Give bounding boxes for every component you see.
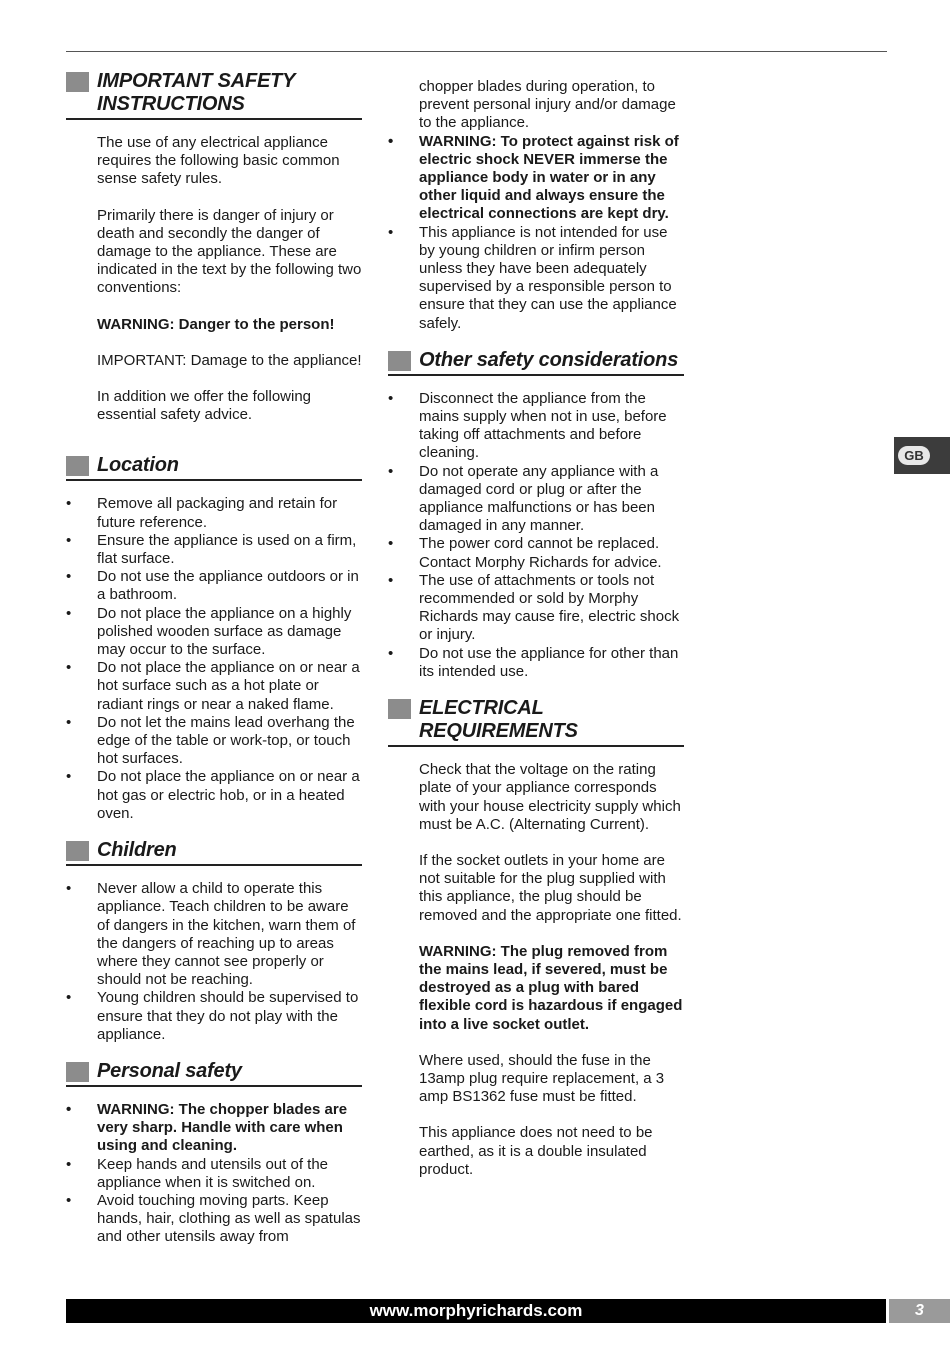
section-heading-other <box>388 349 684 376</box>
section-heading-electrical <box>388 697 684 747</box>
heading-important-safety: IMPORTANT SAFETY INSTRUCTIONS <box>97 70 295 115</box>
bullet-icon: • <box>388 462 394 480</box>
bullet-icon: • <box>66 713 72 731</box>
bullet-icon: • <box>66 880 72 898</box>
bullet-icon: • <box>388 571 394 589</box>
list-item: • Do not place the appliance on or near a hot gas or electric hob, or in a heated oven. <box>66 768 360 822</box>
right-top-list <box>388 133 684 333</box>
bullet-icon: • <box>388 644 394 662</box>
bullet-icon: • <box>388 223 394 241</box>
right-column <box>388 78 684 1197</box>
bullet-icon: • <box>388 389 394 407</box>
location-list <box>66 495 362 823</box>
other-list <box>388 390 684 681</box>
bullet-icon: • <box>66 659 72 677</box>
bullet-icon: • <box>66 604 72 622</box>
electrical-socket: If the socket outlets in your home are not suitable for the plug supplied with this appliance, the plug should be removed and the appropriate one fitted. <box>419 851 682 924</box>
list-item: • Do not use the appliance for other than its intended use. <box>388 644 679 680</box>
heading-marker <box>388 699 411 719</box>
list-item: • The use of attachments or tools not recommended or sold by Morphy Richards may cause fire, electric shock or injury. <box>388 571 680 644</box>
bullet-icon: • <box>388 132 394 150</box>
list-item: • Avoid touching moving parts. Keep hands, hair, clothing as well as spatulas and other utensils away from <box>66 1191 361 1246</box>
section-heading-location <box>66 454 362 481</box>
top-rule <box>66 51 887 52</box>
list-item: • Do not operate any appliance with a damaged cord or plug or after the appliance malfunctions or has been damaged in any manner. <box>388 462 659 535</box>
list-item: • WARNING: The chopper blades are very sharp. Handle with care when using and cleaning. <box>66 1100 348 1155</box>
heading-marker <box>66 456 89 476</box>
language-badge: GB <box>898 446 930 465</box>
electrical-fuse: Where used, should the fuse in the 13amp plug require replacement, a 3 amp BS1362 fuse must be fitted. <box>419 1051 665 1106</box>
electrical-warning: WARNING: The plug removed from the mains lead, if severed, must be destroyed as a plug with bared flexible cord is hazardous if engaged into a live socket outlet. <box>419 942 683 1033</box>
safety-important-convention: IMPORTANT: Damage to the appliance! <box>97 351 362 369</box>
continued-text: chopper blades during operation, to prevent personal injury and/or damage to the appliance. <box>419 78 676 132</box>
electrical-insulated: This appliance does not need to be earthed, as it is a double insulated product. <box>419 1124 653 1178</box>
footer-url: www.morphyrichards.com <box>66 1299 886 1323</box>
list-item: • Do not let the mains lead overhang the edge of the table or work-top, or touch hot surfaces. <box>66 713 355 768</box>
list-item: • Remove all packaging and retain for future reference. <box>66 495 338 531</box>
personal-list <box>66 1101 362 1247</box>
list-item: • Keep hands and utensils out of the appliance when it is switched on. <box>66 1155 329 1191</box>
heading-other-safety: Other safety considerations <box>419 348 679 371</box>
list-item: • Do not place the appliance on a highly polished wooden surface as damage may occur to the surface. <box>66 604 352 659</box>
list-item: • This appliance is not intended for use by young children or infirm person unless they have been adequately supervised by a responsible person to ensure that they can use the appliance safely. <box>388 223 677 332</box>
list-item: • Ensure the appliance is used on a firm, flat surface. <box>66 531 357 568</box>
section-heading-children <box>66 839 362 866</box>
bullet-icon: • <box>388 535 394 553</box>
safety-intro: The use of any electrical appliance requires the following basic common sense safety rules. <box>97 134 340 188</box>
list-item: • Do not use the appliance outdoors or in a bathroom. <box>66 568 359 604</box>
heading-children: Children <box>97 839 177 862</box>
list-item: • Young children should be supervised to ensure that they do not play with the appliance. <box>66 989 359 1043</box>
section-heading-personal <box>66 1060 362 1087</box>
bullet-icon: • <box>66 1155 72 1173</box>
electrical-voltage: Check that the voltage on the rating plate of your appliance corresponds with your house electricity supply which must be A.C. (Alternating Current). <box>419 761 681 833</box>
list-item: • Disconnect the appliance from the mains supply when not in use, before taking off attachments and before cleaning. <box>388 389 667 462</box>
bullet-icon: • <box>66 768 72 786</box>
page-number: 3 <box>889 1299 950 1323</box>
heading-marker <box>66 841 89 861</box>
list-item: • The power cord cannot be replaced. Contact Morphy Richards for advice. <box>388 535 662 571</box>
heading-location: Location <box>97 454 179 477</box>
bullet-icon: • <box>66 1100 72 1118</box>
list-item: • WARNING: To protect against risk of electric shock NEVER immerse the appliance body in water or in any other liquid and always ensure the electrical connections are kept dry. <box>388 132 679 223</box>
heading-marker <box>66 1062 89 1082</box>
bullet-icon: • <box>66 1191 72 1209</box>
heading-personal-safety: Personal safety <box>97 1059 242 1082</box>
bullet-icon: • <box>66 495 72 513</box>
heading-marker <box>66 72 89 92</box>
bullet-icon: • <box>66 568 72 586</box>
heading-marker <box>388 351 411 371</box>
safety-advice-intro: In addition we offer the following essential safety advice. <box>97 388 312 424</box>
safety-warning-convention: WARNING: Danger to the person! <box>97 315 335 333</box>
list-item: • Never allow a child to operate this appliance. Teach children to be aware of dangers in the kitchen, warn them of the dangers of reaching up to areas where they cannot see properly or should not be reaching. <box>66 880 356 989</box>
bullet-icon: • <box>66 531 72 549</box>
children-list <box>66 880 362 1044</box>
bullet-icon: • <box>66 989 72 1007</box>
list-item: • Do not place the appliance on or near a hot surface such as a hot plate or radiant rings or near a naked flame. <box>66 659 360 713</box>
safety-danger-text: Primarily there is danger of injury or death and secondly the danger of damage to the appliance. These are indicated in the text by the following two conventions: <box>97 206 362 297</box>
heading-electrical: ELECTRICAL REQUIREMENTS <box>419 697 578 743</box>
left-column <box>66 70 362 1263</box>
section-heading-safety <box>66 70 362 120</box>
